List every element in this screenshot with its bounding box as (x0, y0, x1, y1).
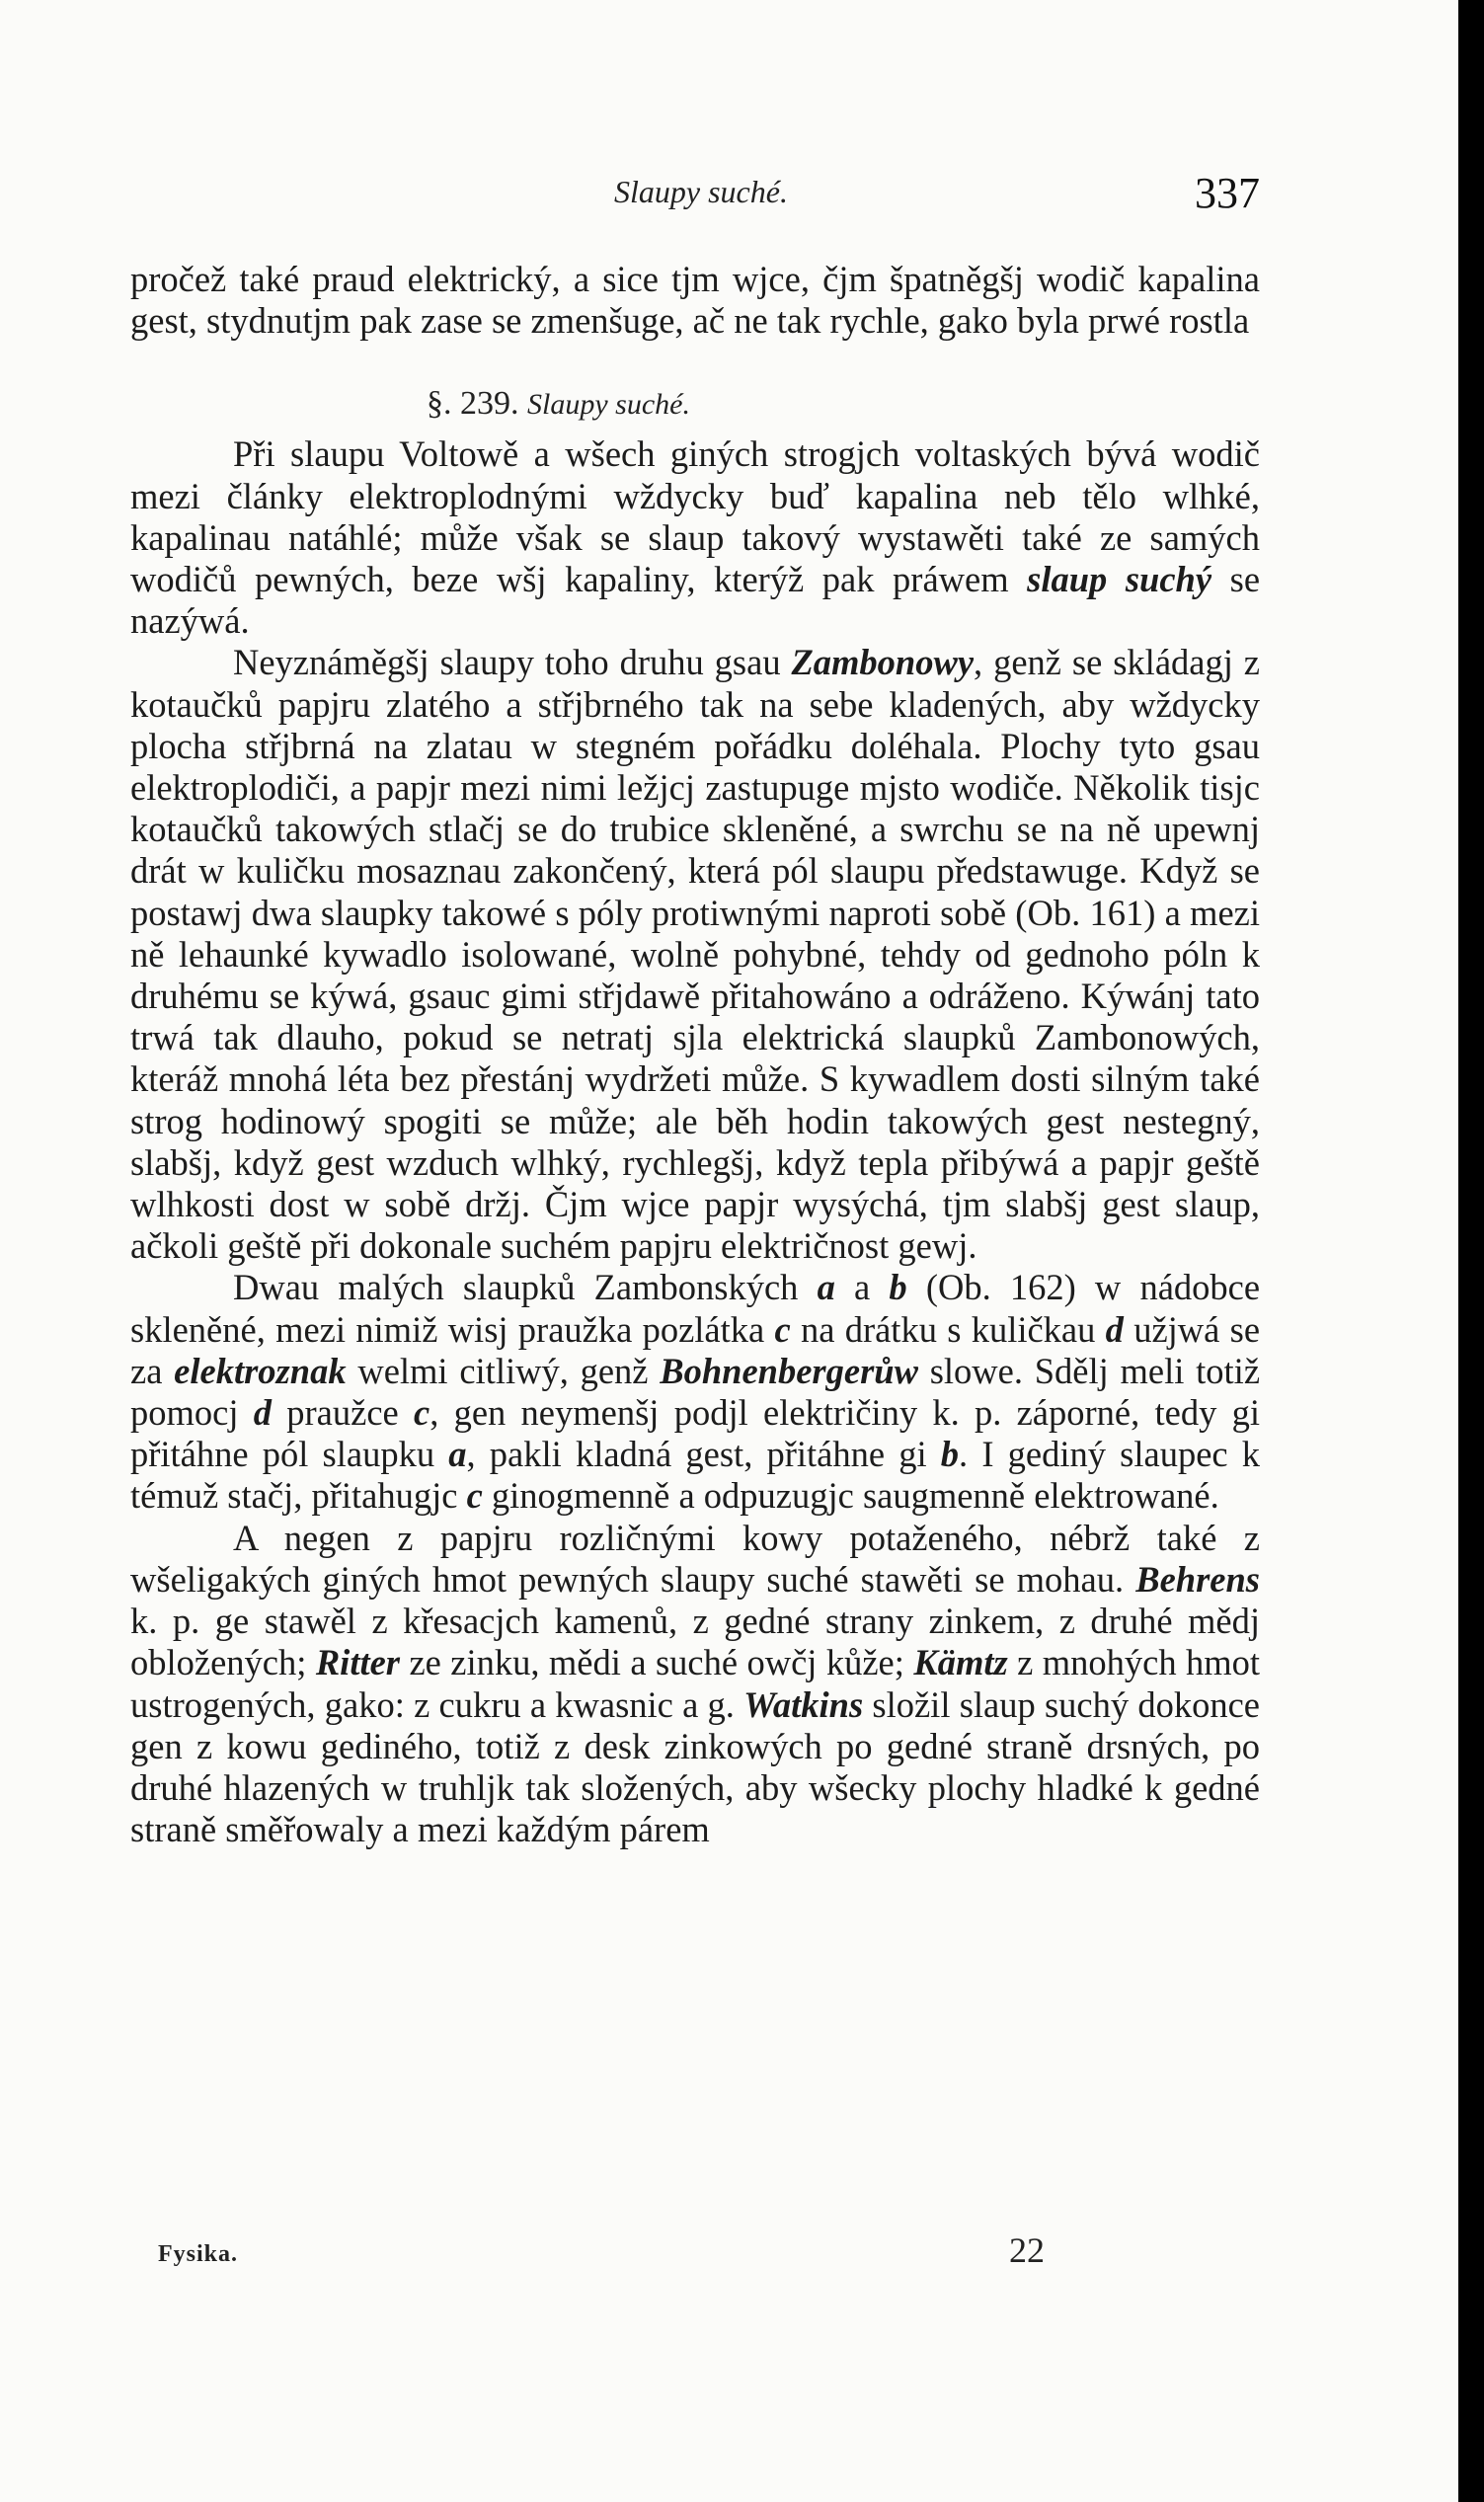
emphasis-letter: d (1105, 1308, 1124, 1350)
page-number: 337 (1195, 169, 1260, 217)
text-run: k. p. ge stawěl z křesacjch kamenů, z gedné strany zinkem, z druhé mědj obložených; (130, 1601, 1260, 1683)
emphasis-letter: a (448, 1434, 467, 1475)
text-run: , genž se skládagj z kotaučků papjru zlatého a střjbrného tak na sebe kladených, aby wždycky plocha střjbrná na zlatau w stegném pořádku doléhala. Plochy tyto gsau elektroplodiči, a papjr mezi nimi ležjcj zastupuge mjsto wodiče. Několik tisjc kotaučků takowých stlačj se do trubice skleněné, a swrchu se na ně upewnj drát w kuličku mosaznau zakončený, která pól slaupu předstawuge. Když se postawj dwa slaupky takowé s póly protiwnými naproti sobě (Ob. 161) a mezi ně lehaunké kywadlo isolowané, wolně pohybné, tehdy od gednoho póln k druhému se kýwá, gsauc gimi střjdawě přitahowáno a odráženo. Kýwánj tato trwá tak dlauho, pokud se netratj sjla elektrická slaupků Zambonowých, kteráž mnohá léta bez přestánj wydržeti může. S kywadlem dosti silným také strog hodinowý spogiti se může; ale běh hodin takowých gest nestegný, slabšj, když gest wzduch wlhký, rychlegšj, když tepla přibýwá a papjr geště wlhkosti dost w sobě držj. Čjm wjce papjr wysýchá, tjm slabšj gest slaup, ačkoli geště při dokonale suchém papjru električnost gewj. (130, 642, 1260, 1267)
emphasis-name: Watkins (743, 1683, 864, 1725)
emphasis-name: Zambonowy (791, 642, 975, 683)
emphasis-name: Bohnenbergerůw (660, 1350, 918, 1391)
text-run: , gen neymenšj podjl električiny k. p. záporné, tedy gi přitáhne pól slaupku (130, 1392, 1260, 1475)
sheet-number: 22 (1009, 2230, 1045, 2270)
scan-border (1458, 0, 1484, 2502)
emphasis-letter: c (466, 1475, 483, 1517)
emphasis-name: Behrens (1135, 1558, 1260, 1600)
emphasis-name: Kämtz (913, 1642, 1008, 1683)
paragraph-2 (130, 433, 1260, 642)
printer-signature: Fysika. (158, 2241, 239, 2267)
paragraph-5 (130, 1518, 1260, 1851)
text-run: , pakli kladná gest, přitáhne gi (466, 1434, 927, 1475)
text-run: užjwá se za (130, 1308, 1261, 1391)
text-run: na drátku s kuličkau (800, 1308, 1096, 1350)
paragraph-3 (130, 642, 1260, 1267)
text-run: (Ob. 162) w nádobce skleněné, mezi nimiž wisj praužka pozlátka (130, 1267, 1261, 1350)
emphasis-letter: c (414, 1392, 430, 1434)
text-run: z mnohých hmot ustrogených, gako: z cukru a kwasnic a g. (130, 1642, 1261, 1725)
paragraph-4 (130, 1267, 1260, 1517)
text-run: Dwau malých slaupků Zambonských (233, 1267, 799, 1308)
paragraph-1: pročež také praud elektrický, a sice tjm wjce, čjm špatněgšj wodič kapalina gest, stydnutjm pak zase se zmenšuge, ač ne tak rychle, gako byla prwé rostla (130, 259, 1260, 342)
text-run: Neyznáměgšj slaupy toho druhu gsau (233, 642, 781, 683)
emphasis-letter: c (774, 1308, 791, 1350)
emphasis-term: elektroznak (174, 1350, 347, 1391)
emphasis-letter: d (253, 1392, 272, 1434)
page-footer (158, 2229, 1145, 2289)
text-run: A negen z papjru rozličnými kowy potaženého, nébrž také z wšeligakých giných hmot pewných slaupy suché stawěti se mohau. (130, 1517, 1260, 1600)
section-title: Slaupy suché. (527, 388, 690, 422)
emphasis-letter: b (940, 1434, 960, 1475)
running-title: Slaupy suché. (614, 174, 788, 209)
text-run: a (854, 1267, 871, 1308)
text-run: . I gediný slaupec k témuž stačj, přitahugjc (130, 1434, 1261, 1517)
text-run: ginogmenně a odpuzugjc saugmenně elektrowané. (491, 1475, 1219, 1517)
page-header (130, 169, 1260, 223)
text-run: se nazýwá. (130, 559, 1261, 642)
body-text (130, 259, 1260, 1850)
text-run: Při slaupu Voltowě a wšech giných strogjch voltaských bývá wodič mezi články elektroplodnými wždycky buď kapalina neb tělo wlhké, kapalinau natáhlé; může však se slaup takový wystawěti také ze samých wodičů pewných, beze wšj kapaliny, kterýž pak práwem (130, 433, 1260, 600)
section-number: §. 239. (427, 385, 519, 423)
emphasis-letter: b (889, 1267, 907, 1308)
section-heading (130, 383, 1260, 426)
text-run: složil slaup suchý dokonce gen z kowu gediného, totiž z desk zinkowých po gedné straně drsných, po druhé hlazených w truhljk tak složených, aby wšecky plochy hladké k gedné straně směřowaly a mezi každým párem (130, 1683, 1260, 1850)
text-run: welmi citliwý, genž (357, 1350, 649, 1391)
emphasis-name: Ritter (315, 1642, 401, 1683)
text-run: ze zinku, mědi a suché owčj kůže; (409, 1642, 904, 1683)
text-run: slowe. Sdělj meli totiž pomocj (130, 1350, 1261, 1434)
emphasis-term: slaup suchý (1027, 559, 1212, 600)
emphasis-letter: a (817, 1267, 835, 1308)
text-run: praužce (286, 1392, 399, 1434)
